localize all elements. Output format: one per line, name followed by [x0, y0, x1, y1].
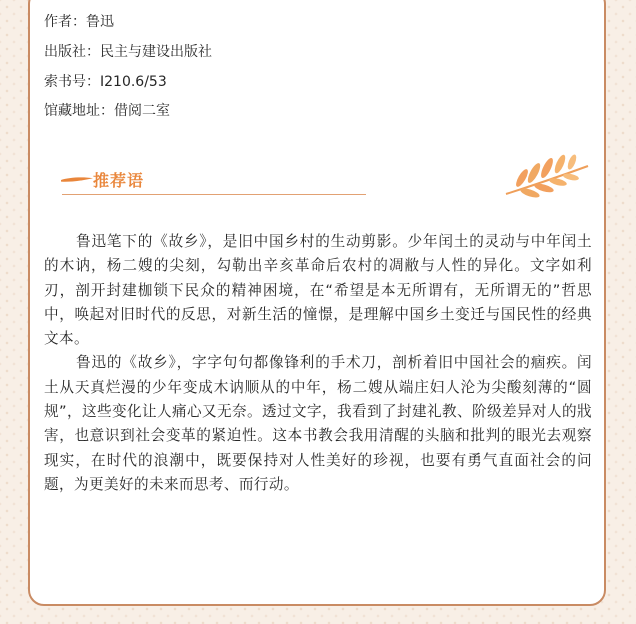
- publisher-label: 出版社：: [44, 44, 100, 60]
- call-number-label: 索书号：: [44, 74, 100, 90]
- recommendation-text: [44, 230, 592, 497]
- location-label: 馆藏地址：: [44, 103, 114, 119]
- publisher-value: 民主与建设出版社: [100, 44, 212, 60]
- paragraph: 鲁迅笔下的《故乡》，是旧中国乡村的生动剪影。少年闰土的灵动与中年闰土的木讷，杨二嫂的尖刻，勾勒出辛亥革命后农村的凋敝与人性的异化。文字如利刃，剖开封建枷锁下民众的精神困境，在“希望是本无所谓有，无所谓无的”哲思中，唤起对旧时代的反思，对新生活的憧憬，是理解中国乡土变迁与国民性的经典文本。: [44, 233, 592, 348]
- call-number-row: [44, 72, 167, 92]
- paragraph: 鲁迅的《故乡》，字字句句都像锋利的手术刀，剖析着旧中国社会的痼疾。闰土从天真烂漫的少年变成木讷顺从的中年，杨二嫂从端庄妇人沦为尖酸刻薄的“圆规”，这些变化让人痛心又无奈。透过文字，我看到了封建礼教、阶级差异对人的戕害，也意识到社会变革的紧迫性。这本书教会我用清醒的头脑和批判的眼光去观察现实，在时代的浪潮中，既要保持对人性美好的珍视，也要有勇气直面社会的问题，为更美好的未来而思考、而行动。: [44, 354, 592, 493]
- section-title: 推荐语: [93, 171, 145, 190]
- publisher-row: [44, 42, 212, 62]
- brush-stroke-icon: [60, 176, 94, 183]
- call-number-value: I210.6/53: [100, 74, 167, 90]
- section-divider: [62, 194, 366, 195]
- location-row: [44, 101, 170, 121]
- author-row: [44, 12, 114, 32]
- wheat-leaf-icon: [500, 152, 592, 200]
- location-value: 借阅二室: [114, 103, 170, 119]
- author-label: 作者：: [44, 14, 86, 30]
- author-value: 鲁迅: [86, 14, 114, 30]
